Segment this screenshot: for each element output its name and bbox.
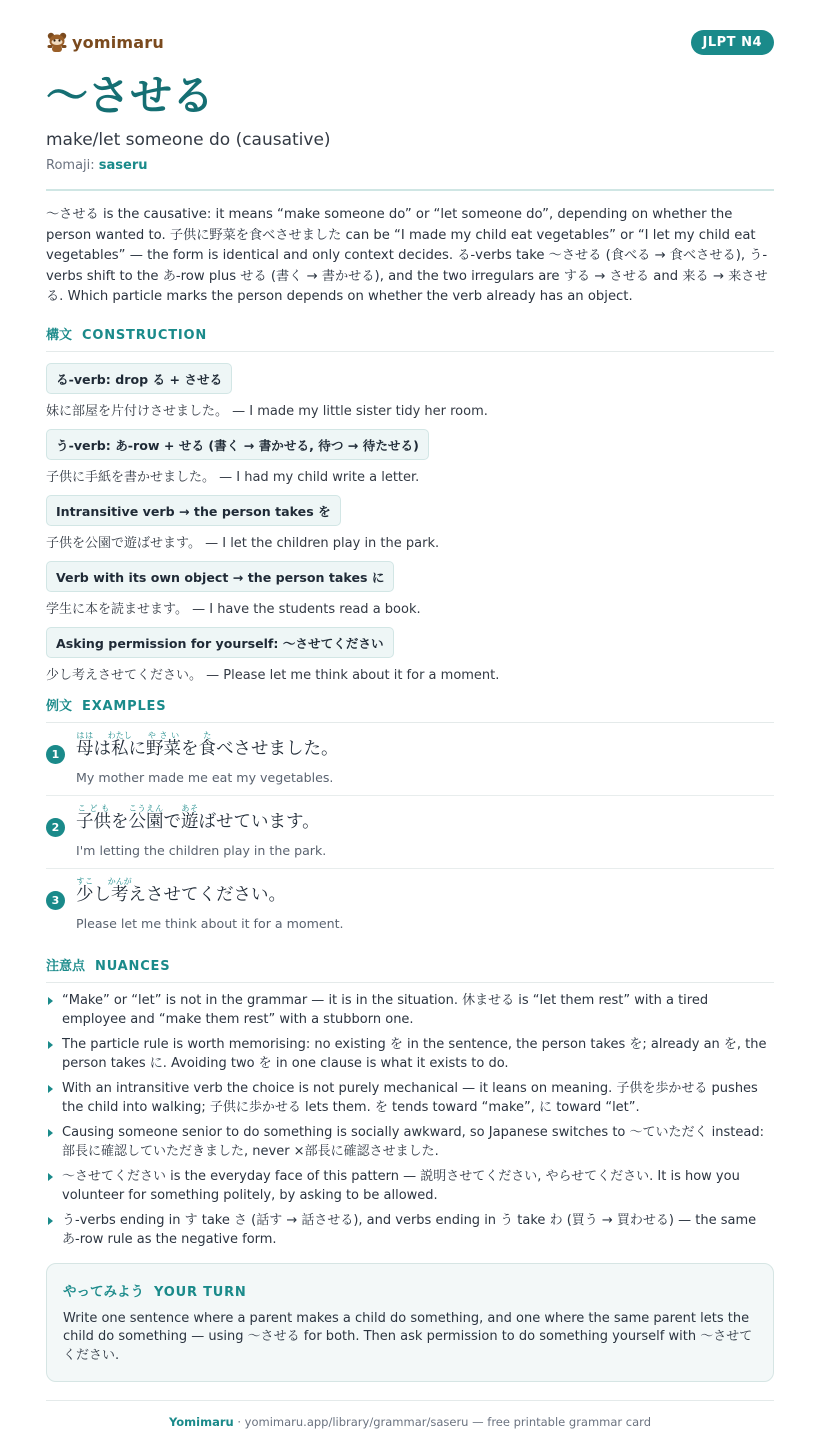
jlpt-level-badge: JLPT N4 (691, 30, 774, 55)
kana-text: べさせました。 (216, 738, 339, 759)
nuances-heading (46, 955, 774, 983)
kana-text: を (181, 738, 199, 759)
example-translation: Please let me think about it for a moment. (76, 915, 344, 931)
furigana-word (107, 730, 132, 759)
logo-text: yomimaru (72, 32, 164, 52)
example-number: 2 (46, 818, 65, 837)
construction-rule: Asking permission for yourself: 〜させてください (46, 627, 394, 658)
example-item (46, 804, 774, 869)
furigana-word (76, 876, 94, 905)
kana-text: は (93, 738, 111, 759)
your-turn-prompt: Write one sentence where a parent makes a child do something, and one where the same parent lets the child do something — using 〜させる for both. Then ask permission to do something yourself with 〜させてください. (63, 1310, 753, 1363)
nuance-item (46, 991, 774, 1029)
examples-heading (46, 695, 774, 723)
your-turn-heading (63, 1280, 757, 1300)
furigana-reading: た (198, 730, 216, 740)
furigana-reading: わたし (107, 730, 132, 740)
furigana-reading: すこ (76, 876, 94, 886)
construction-item (46, 627, 774, 683)
example-japanese (76, 877, 774, 910)
construction-rule: Verb with its own object → the person takes に (46, 561, 394, 592)
triangle-bullet-icon (48, 1173, 53, 1181)
footer (46, 1400, 774, 1429)
kanji-base: 私 (107, 738, 132, 759)
example-item (46, 731, 774, 796)
kanji-base: 公園 (128, 811, 164, 832)
furigana-word (146, 730, 181, 759)
your-turn-box (46, 1263, 774, 1383)
furigana-word (76, 803, 111, 832)
nuances-list (46, 991, 774, 1249)
construction-item (46, 495, 774, 551)
furigana-word (181, 803, 199, 832)
furigana-word (76, 730, 94, 759)
furigana-reading: こども (76, 803, 111, 813)
divider (46, 189, 774, 191)
construction-example: 学生に本を読ませます。 — I have the students read a book. (46, 601, 421, 617)
kanji-base: 遊 (181, 811, 199, 832)
kana-text: えさせてください。 (128, 884, 286, 905)
header (46, 0, 774, 56)
triangle-bullet-icon (48, 1041, 53, 1049)
nuance-item (46, 1035, 774, 1073)
construction-example: 子供に手紙を書かせました。 — I had my child write a letter. (46, 469, 420, 485)
kanji-base: 少 (76, 884, 94, 905)
section-heading-jp: 構文 (46, 327, 73, 343)
nuance-item (46, 1123, 774, 1161)
your-turn-heading-jp: やってみよう (63, 1283, 144, 1300)
construction-example: 妹に部屋を片付けさせました。 — I made my little sister tidy her room. (46, 403, 488, 419)
section-heading-en: EXAMPLES (82, 698, 167, 714)
kanji-base: 野菜 (146, 738, 181, 759)
romaji-label: Romaji: (46, 158, 95, 173)
romaji-value: saseru (98, 158, 148, 173)
examples-list (46, 731, 774, 941)
construction-item (46, 363, 774, 419)
nuance-text: Causing someone senior to do something is socially awkward, so Japanese switches to 〜ていただく instead: 部長に確認していただきました, never ×部長に確認させました. (62, 1124, 764, 1159)
nuance-item (46, 1211, 774, 1249)
construction-list (46, 363, 774, 683)
section-heading-en: CONSTRUCTION (82, 327, 208, 343)
kana-text: に (128, 738, 146, 759)
nuance-item (46, 1167, 774, 1205)
furigana-word (198, 730, 217, 759)
example-translation: My mother made me eat my vegetables. (76, 769, 334, 785)
furigana-word (128, 803, 164, 832)
nuance-text: “Make” or “let” is not in the grammar — it is in the situation. 休ませる is “let them rest” with a tired employee and “make them rest” with a stubborn one. (62, 992, 709, 1027)
nuance-item (46, 1079, 774, 1117)
kanji-base: 母 (76, 738, 94, 759)
triangle-bullet-icon (48, 1129, 53, 1137)
raccoon-mascot-icon (46, 30, 68, 54)
romaji-line (46, 158, 774, 173)
grammar-card (46, 0, 774, 1429)
example-number: 1 (46, 745, 65, 764)
furigana-reading: かんが (107, 876, 132, 886)
nuance-text: The particle rule is worth memorising: no existing を in the sentence, the person takes を; already an を, the person takes に. Avoiding two を in one clause is what it exists to do. (62, 1036, 767, 1071)
logo[interactable] (46, 30, 164, 54)
page-subtitle: make/let someone do (causative) (46, 130, 331, 150)
page-title: 〜させる (46, 71, 215, 120)
example-translation: I'm letting the children play in the park. (76, 842, 327, 858)
kana-text: で (163, 811, 181, 832)
section-heading-en: NUANCES (95, 958, 171, 974)
intro-paragraph: 〜させる is the causative: it means “make someone do” or “let someone do”, depending on whether the person wanted to. 子供に野菜を食べさせました can be “I made my child eat vegetables” or “I let my child eat vegetables” — the form is identical and only context decides. る-verbs take 〜させる (食べる → 食べさせる), う-verbs shift to the あ-row plus せる (書く → 書かせる), and the two irregulars are する → させる and 来る → 来させる. Which particle marks the person depends on whether the verb already has an object. (46, 207, 768, 304)
construction-item (46, 561, 774, 617)
construction-item (46, 429, 774, 485)
construction-example: 子供を公園で遊ばせます。 — I let the children play in the park. (46, 535, 440, 551)
footer-text: · yomimaru.app/library/grammar/saseru — free printable grammar card (237, 1415, 652, 1429)
furigana-reading: こうえん (128, 803, 164, 813)
kanji-base: 子供 (76, 811, 111, 832)
kana-text: ばせています。 (198, 811, 320, 832)
footer-brand[interactable]: Yomimaru (168, 1415, 234, 1429)
kanji-base: 考 (107, 884, 132, 905)
nuance-text: 〜させてください is the everyday face of this pattern — 説明させてください, やらせてください. It is how you volunteer for something politely, by asking to be allowed. (62, 1168, 740, 1203)
kanji-base: 食 (198, 738, 216, 759)
furigana-word (107, 876, 132, 905)
kana-text: を (111, 811, 129, 832)
kana-text: し (93, 884, 111, 905)
construction-rule: Intransitive verb → the person takes を (46, 495, 341, 526)
nuance-text: With an intransitive verb the choice is not purely mechanical — it leans on meaning. 子供を歩かせる pushes the child into walking; 子供に歩かせる lets them. を tends toward “make”, に toward “let”. (62, 1080, 758, 1115)
furigana-reading: はは (76, 730, 94, 740)
construction-rule: る-verb: drop る + させる (46, 363, 232, 394)
example-item (46, 877, 774, 941)
furigana-reading: やさい (146, 730, 181, 740)
example-number: 3 (46, 891, 65, 910)
triangle-bullet-icon (48, 997, 53, 1005)
your-turn-heading-en: YOUR TURN (154, 1284, 247, 1300)
section-heading-jp: 例文 (46, 698, 73, 714)
construction-rule: う-verb: あ-row + せる (書く → 書かせる, 待つ → 待たせる) (46, 429, 429, 460)
triangle-bullet-icon (48, 1085, 53, 1093)
construction-example: 少し考えさせてください。 — Please let me think about it for a moment. (46, 667, 500, 683)
triangle-bullet-icon (48, 1217, 53, 1225)
section-heading-jp: 注意点 (46, 958, 86, 974)
example-japanese (76, 731, 774, 764)
construction-heading (46, 324, 774, 352)
furigana-reading: あそ (181, 803, 199, 813)
example-japanese (76, 804, 774, 837)
nuance-text: う-verbs ending in す take さ (話す → 話させる), and verbs ending in う take わ (買う → 買わせる) — the same あ-row rule as the negative form. (62, 1212, 757, 1247)
